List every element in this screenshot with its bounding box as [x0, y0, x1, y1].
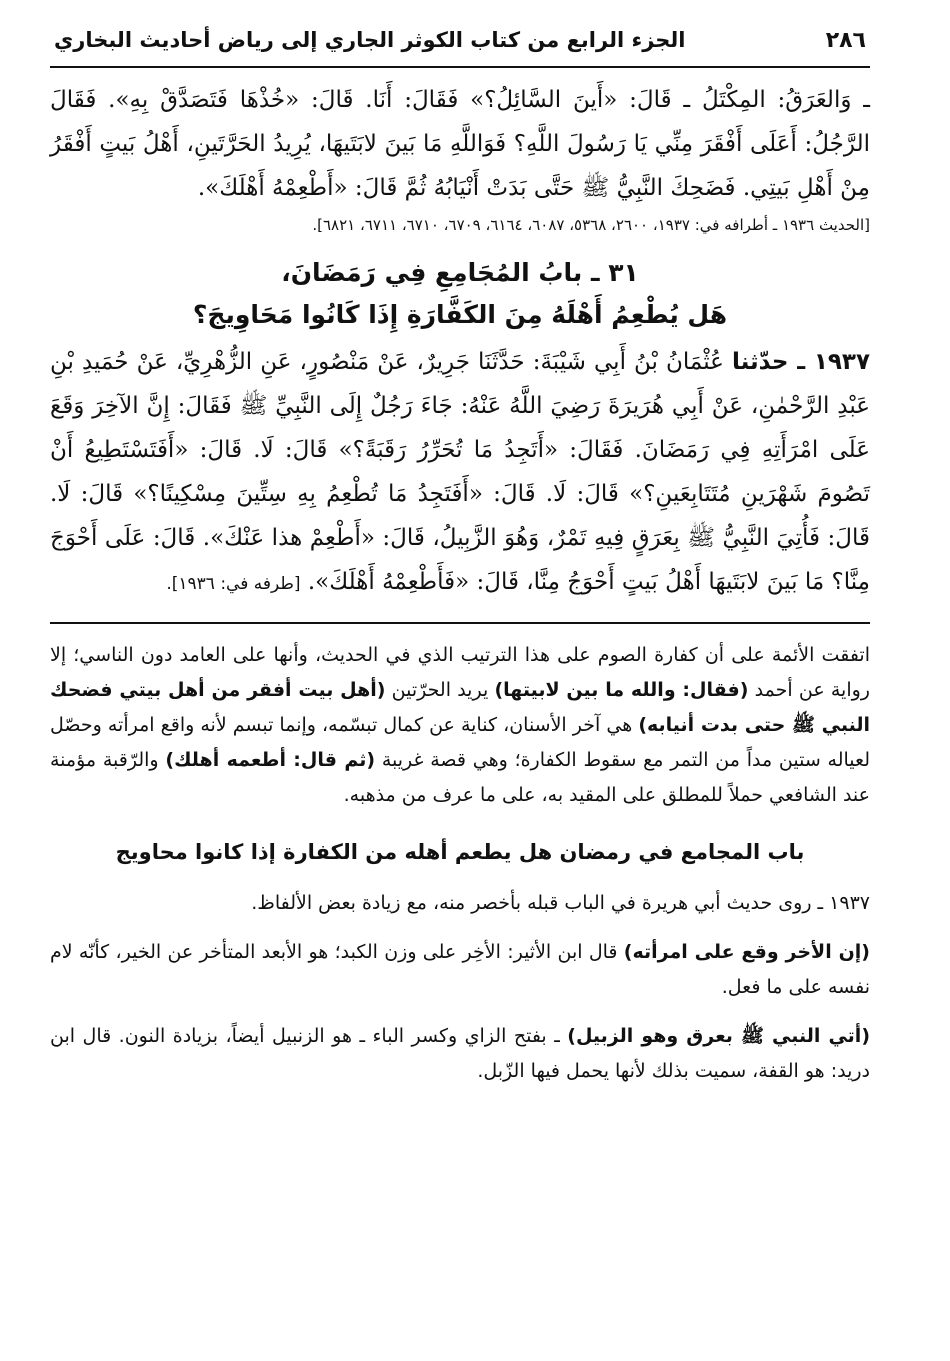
commentary-text: قال ابن الأثير: الأخِر على وزن الكبد؛ هو الأبعد المتأخر عن الخير، كأنّه لام نفسه على ما فعل. — [50, 941, 870, 998]
chapter-heading — [50, 252, 870, 336]
running-title: الجزء الرابع من كتاب الكوثر الجاري إلى رياض أحاديث البخاري — [54, 28, 686, 52]
commentary — [50, 638, 870, 1089]
page-number: ٢٨٦ — [825, 28, 866, 53]
matn-top-text: ـ وَالعَرَقُ: المِكْتَلُ ـ قَالَ: «أَينَ السَّائِلُ؟» فَقَالَ: أَنَا. قَالَ: «خُذْهَا فَتَصَدَّقْ بِهِ». فَقَالَ الرَّجُلُ: أَعَلَى أَفْقَرَ مِنِّي يَا رَسُولَ اللَّهِ؟ فَوَاللَّهِ مَا بَينَ لابَتَيهَا، يُرِيدُ الحَرَّتَينِ، أَهْلُ بَيتٍ أَفْقَرُ مِنْ أَهْلِ بَيتِي. فَضَحِكَ النَّبِيُّ ﷺ حَتَّى بَدَتْ أَنْيَابُهُ ثُمَّ قَالَ: «أَطْعِمْهُ أَهْلَكَ». — [50, 87, 870, 201]
hadith-text: عُثْمَانُ بْنُ أَبِي شَيْبَةَ: حَدَّثَنَا جَرِيرٌ، عَنْ مَنْصُورٍ، عَنِ الزُّهْرِيِّ، عَنْ حُمَيدِ بْنِ عَبْدِ الرَّحْمٰنِ، عَنْ أَبِي هُرَيرَةَ رَضِيَ اللَّهُ عَنْهُ: جَاءَ رَجُلٌ إِلَى النَّبِيِّ ﷺ فَقَالَ: إِنَّ الآخِرَ وَقَعَ عَلَى امْرَأَتِهِ فِي رَمَضَانَ. فَقَالَ: «أَتَجِدُ مَا تُحَرِّرُ رَقَبَةً؟» قَالَ: لَا. قَالَ: «أَفَتَسْتَطِيعُ أَنْ تَصُومَ شَهْرَينِ مُتَتَابِعَينِ؟» قَالَ: لَا. قَالَ: «أَفَتَجِدُ مَا تُطْعِمُ بِهِ سِتِّينَ مِسْكِينًا؟» قَالَ: لَا. قَالَ: فَأُتِيَ النَّبِيُّ ﷺ بِعَرَقٍ فِيهِ تَمْرٌ، وَهُوَ الزَّبِيلُ، قَالَ: «أَطْعِمْ هذا عَنْكَ». قَالَ: عَلَى أَحْوَجَ مِنَّا؟ مَا بَينَ لابَتَيهَا أَهْلُ بَيتٍ أَحْوَجُ مِنَّا، قَالَ: «فَأَطْعِمْهُ أَهْلَكَ». — [50, 349, 870, 595]
matn-continuation — [50, 78, 870, 210]
commentary-quote: (فقال: والله ما بين لابيتها) — [494, 679, 749, 701]
hadith-number: ١٩٣٧ ـ حدّثنا — [731, 349, 871, 375]
commentary-quote: (ثم قال: أطعمه أهلك) — [165, 749, 376, 771]
commentary-text: ـ بفتح الزاي وكسر الباء ـ هو الزنبيل أيضاً، بزيادة النون. قال ابن دريد: هو القفة، سميت بذلك لأنها يحمل فيها الزّبل. — [50, 1025, 870, 1082]
hadith-paragraph — [50, 340, 870, 604]
commentary-text: هي آخر الأسنان، كناية عن كمال تبسّمه، وإنما تبسم لأنه واقع امرأته وحصّل لعياله ستين مداً من التمر مع سقوط الكفارة؛ وهي قصة غريبة — [50, 714, 870, 771]
commentary-paragraph-2: ١٩٣٧ ـ روى حديث أبي هريرة في الباب قبله بأخصر منه، مع زيادة بعض الألفاظ. — [251, 892, 870, 914]
commentary-text: يريد الحرّتين — [385, 679, 495, 701]
commentary-section-title: باب المجامع في رمضان هل يطعم أهله من الكفارة إذا كانوا محاويج — [115, 840, 805, 864]
page-header — [50, 28, 870, 68]
commentary-text: والرّقبة مؤمنة عند الشافعي حملاً للمطلق على المقيد به، على ما عرف من مذهبه. — [50, 749, 870, 806]
commentary-text: اتفقت الأئمة على أن كفارة الصوم على هذا الترتيب الذي في الحديث، وأنها على العامد دون الناسي؛ إلا رواية عن أحمد — [50, 644, 870, 701]
hadith-ref: [طرفه في: ١٩٣٦]. — [166, 574, 301, 594]
commentary-paragraph-4 — [50, 1019, 870, 1089]
hadith-references: [الحديث ١٩٣٦ ـ أطرافه في: ١٩٣٧، ٢٦٠٠، ٥٣٦٨، ٦٠٨٧، ٦١٦٤، ٦٧٠٩، ٦٧١٠، ٦٧١١، ٦٨٢١]. — [312, 216, 870, 234]
commentary-divider — [50, 622, 870, 624]
book-page — [50, 28, 870, 1103]
commentary-paragraph-3 — [50, 935, 870, 1005]
commentary-quote: (إن الأخر وقع على امرأته) — [623, 941, 870, 963]
hadith-block — [50, 340, 870, 604]
chapter-heading-line1: ٣١ ـ بابُ المُجَامِعِ فِي رَمَضَانَ، — [281, 258, 639, 287]
commentary-quote: (أتي النبي ﷺ بعرق وهو الزبيل) — [567, 1025, 870, 1047]
commentary-quote: (أهل بيت أفقر من أهل بيتي فضحك النبي ﷺ حتى بدت أنيابه) — [50, 679, 870, 736]
commentary-paragraph-1 — [50, 638, 870, 813]
chapter-heading-line2: هَل يُطْعِمُ أَهْلَهُ مِنَ الكَفَّارَةِ إِذَا كَانُوا مَحَاوِيجَ؟ — [192, 300, 728, 329]
